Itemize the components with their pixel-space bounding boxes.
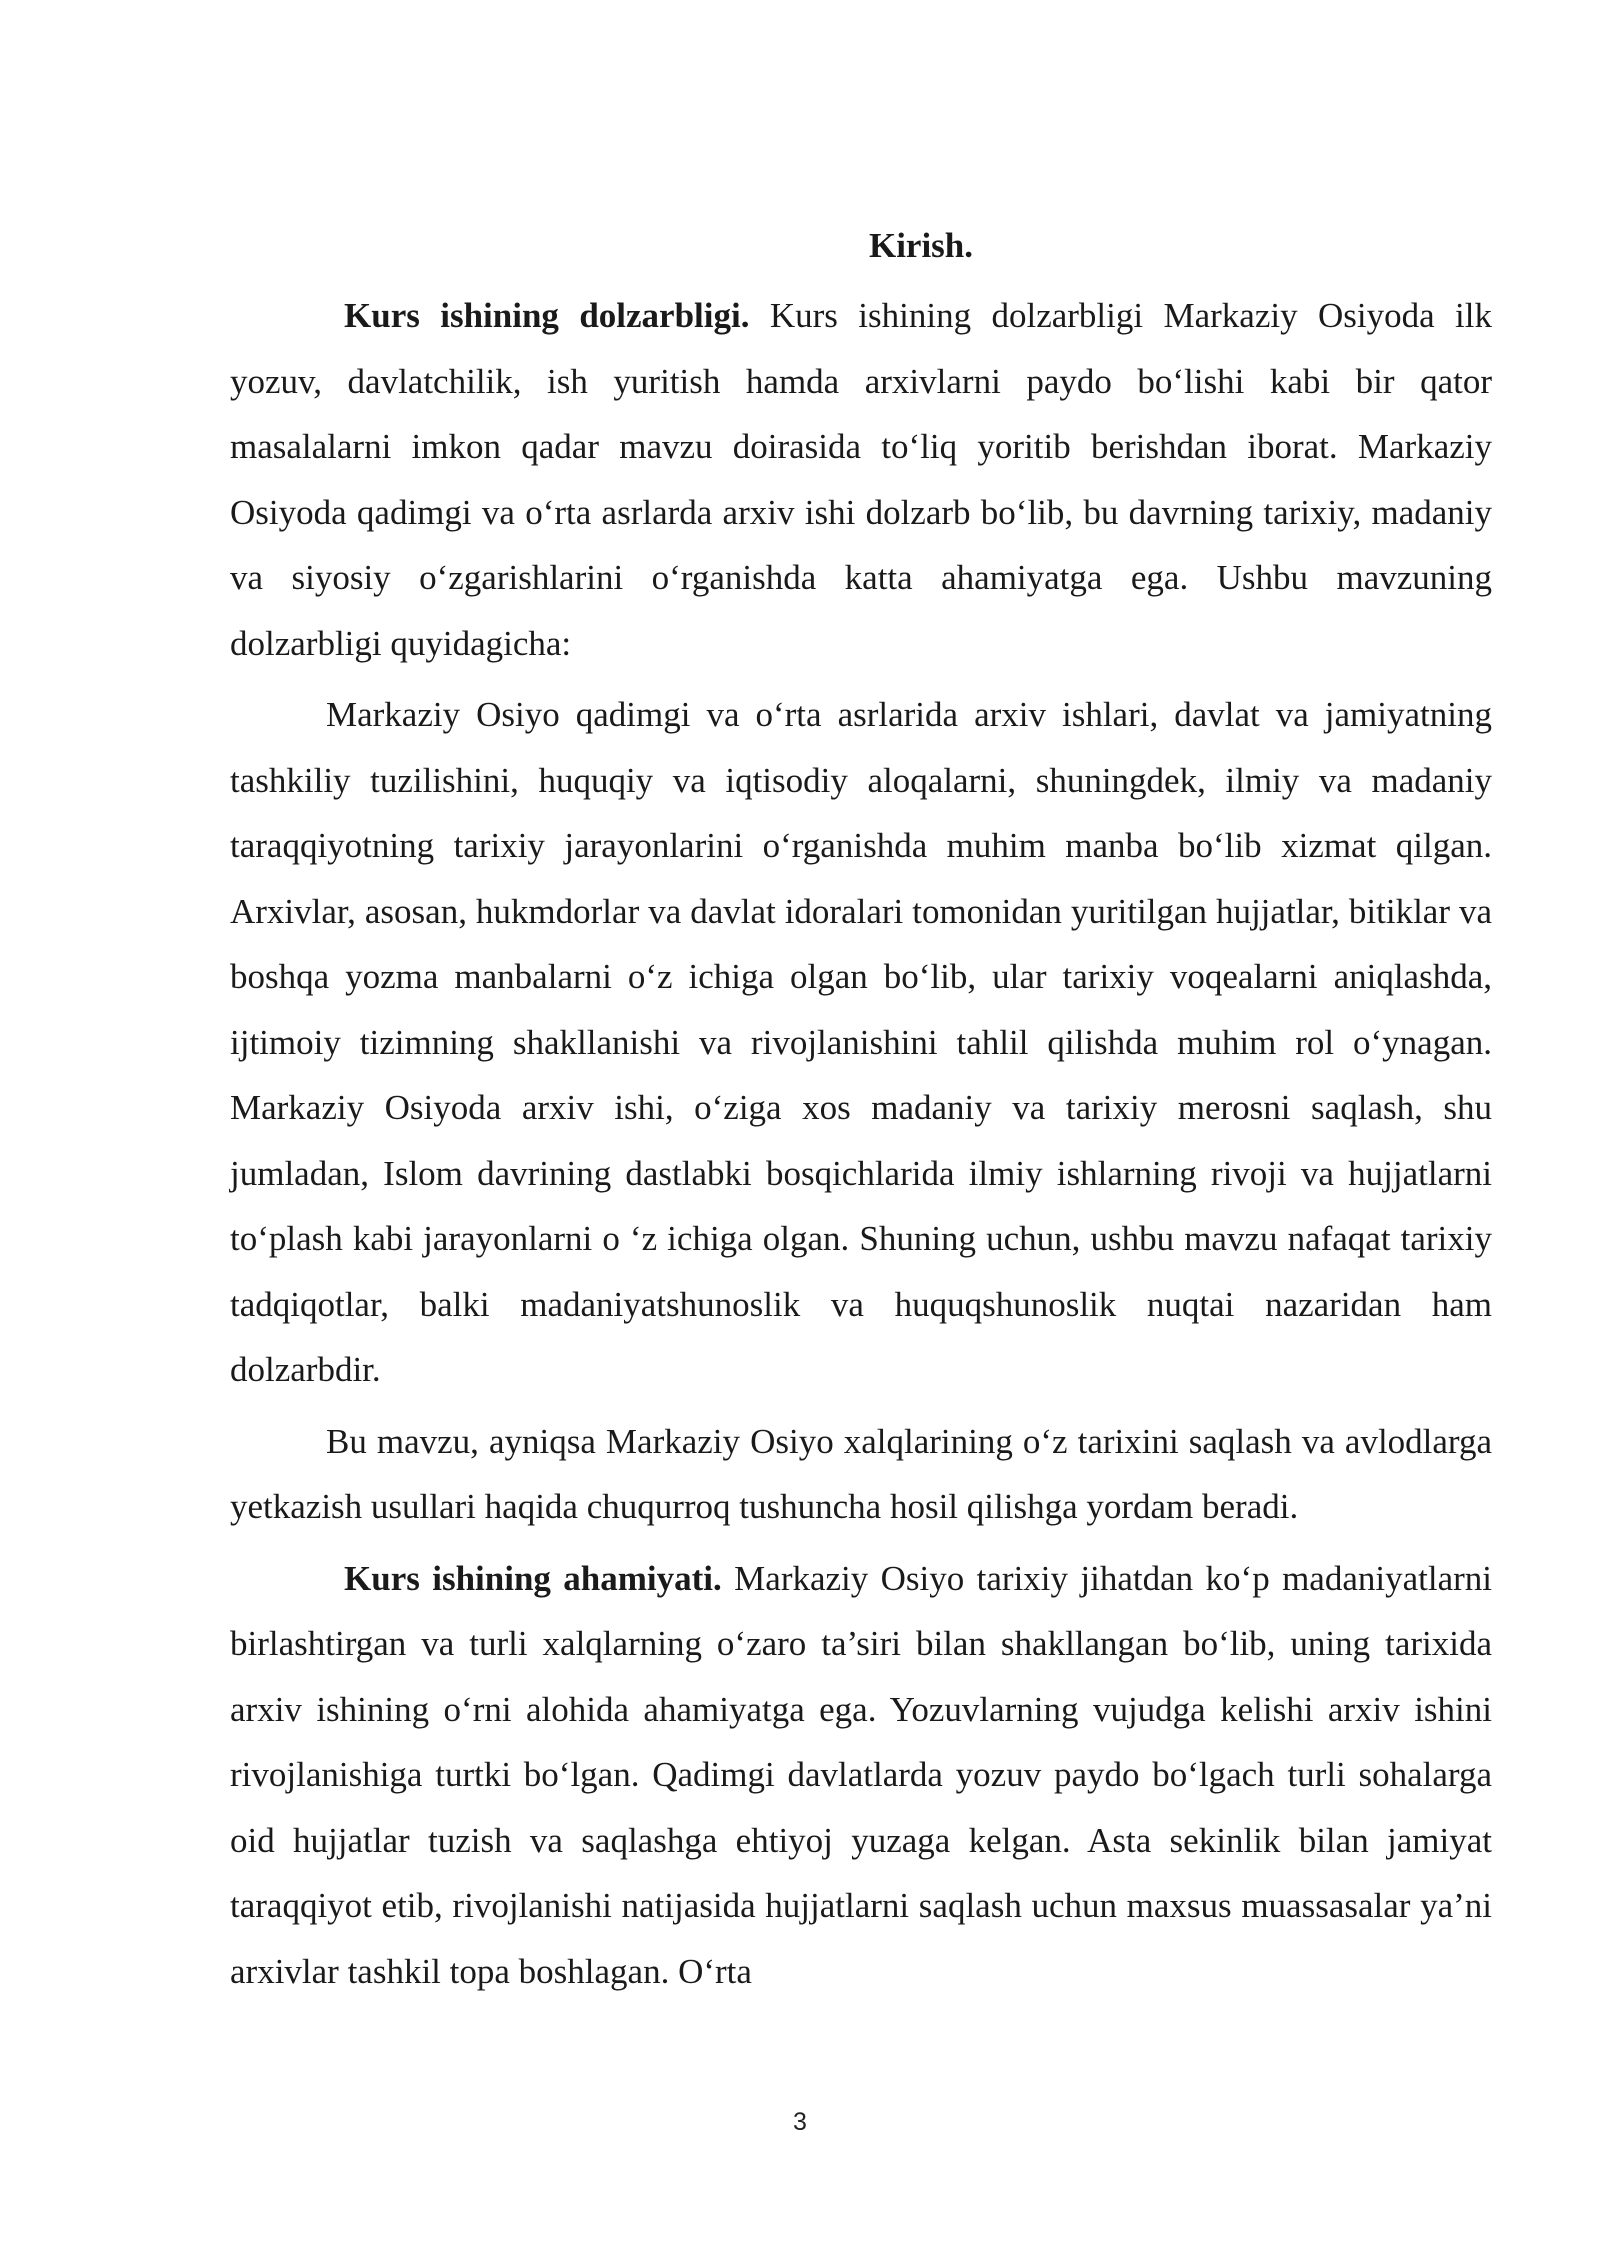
paragraph-text: Kurs ishining dolzarbligi Markaziy Osiyoda ilk yozuv, davlatchilik, ish yuritish hamda arxivlarni paydo bo‘lishi kabi bir qator masalalarni imkon qadar mavzu doirasida to‘liq yoritib berishdan iborat. Markaziy Osiyoda qadimgi va o‘rta asrlarda arxiv ishi dolzarb bo‘lib, bu davrning tarixiy, madaniy va siyosiy o‘zgarishlarini o‘rganishda katta ahamiyatga ega. Ushbu mavzuning dolzarbligi quyidagicha: <box>230 296 1492 663</box>
paragraph-text: Bu mavzu, ayniqsa Markaziy Osiyo xalqlarining o‘z tarixini saqlash va avlodlarga yetkazish usullari haqida chuqurroq tushuncha hosil qilishga yordam beradi. <box>230 1421 1492 1526</box>
paragraph-lead: Kurs ishining ahamiyati. <box>344 1558 722 1598</box>
paragraph-lead: Kurs ishining dolzarbligi. <box>344 296 750 335</box>
paragraph-importance <box>230 1546 1492 2005</box>
paragraph-topic <box>230 1409 1492 1540</box>
page-number: 3 <box>793 2108 807 2136</box>
paragraph-text: Markaziy Osiyo tarixiy jihatdan ko‘p madaniyatlarni birlashtirgan va turli xalqlarning o‘zaro ta’siri bilan shakllangan bo‘lib, uning tarixida arxiv ishining o‘rni alohida ahamiyatga ega. Yozuvlarning vujudga kelishi arxiv ishini rivojlanishiga turtki bo‘lgan. Qadimgi davlatlarda yozuv paydo bo‘lgach turli sohalarga oid hujjatlar tuzish va saqlashga ehtiyoj yuzaga kelgan. Asta sekinlik bilan jamiyat taraqqiyot etib, rivojlanishi natijasida hujjatlarni saqlash uchun maxsus muassasalar ya’ni arxivlar tashkil topa boshlagan. O‘rta <box>230 1558 1492 1991</box>
paragraph-text: Markaziy Osiyo qadimgi va o‘rta asrlarida arxiv ishlari, davlat va jamiyatning tashkiliy tuzilishini, huquqiy va iqtisodiy aloqalarni, shuningdek, ilmiy va madaniy taraqqiyotning tarixiy jarayonlarini o‘rganishda muhim manba bo‘lib xizmat qilgan. Arxivlar, asosan, hukmdorlar va davlat idoralari tomonidan yuritilgan hujjatlar, bitiklar va boshqa yozma manbalarni o‘z ichiga olgan bo‘lib, ular tarixiy voqealarni aniqlashda, ijtimoiy tizimning shakllanishi va rivojlanishini tahlil qilishda muhim rol o‘ynagan. Markaziy Osiyoda arxiv ishi, o‘ziga xos madaniy va tarixiy merosni saqlash, shu jumladan, Islom davrining dastlabki bosqichlarida ilmiy ishlarning rivoji va hujjatlarni to‘plash kabi jarayonlarni o ‘z ichiga olgan. Shuning uchun, ushbu mavzu nafaqat tarixiy tadqiqotlar, balki madaniyatshunoslik va huquqshunoslik nuqtai nazaridan ham dolzarbdir. <box>230 695 1492 1389</box>
section-title: Kirish. <box>868 226 974 265</box>
page-content <box>230 218 1492 2004</box>
paragraph-archives <box>230 682 1492 1403</box>
paragraph-relevance <box>230 283 1492 676</box>
